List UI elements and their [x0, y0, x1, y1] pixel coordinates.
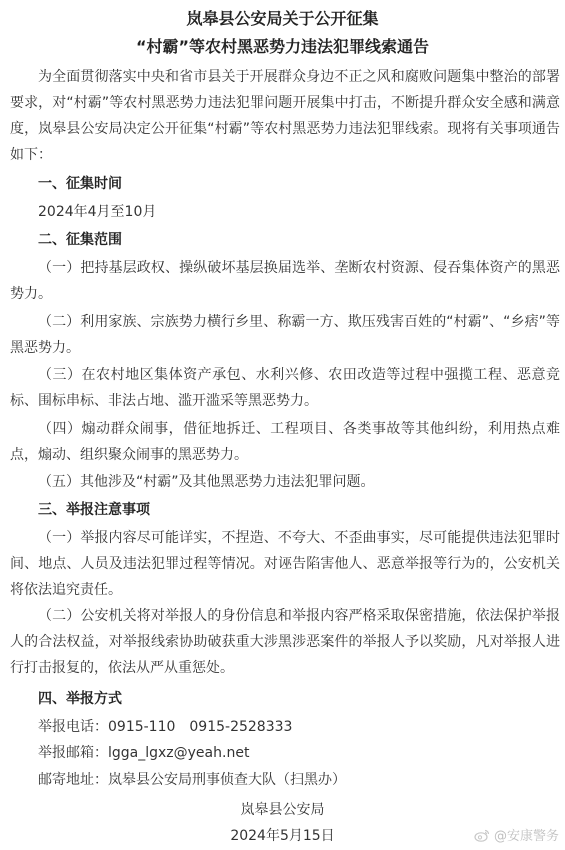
- section-2-item-2: （二）利用家族、宗族势力横行乡里、称霸一方、欺压残害百姓的“村霸”、“乡痞”等黑恶势力。: [10, 314, 560, 356]
- signature-org: 岚皋县公安局: [240, 802, 325, 818]
- title-line-2: “村霸”等农村黑恶势力违法犯罪线索通告: [135, 37, 430, 56]
- section-2-item-5: （五）其他涉及“村霸”及其他黑恶势力违法犯罪问题。: [38, 474, 375, 490]
- intro-paragraph: 为全面贯彻落实中央和省市县关于开展群众身边不正之风和腐败问题集中整治的部署要求，对“村霸”等农村黑恶势力违法犯罪问题开展集中打击，不断提升群众安全感和满意度，岚皋县公安局决定公开征集“村霸”等农村黑恶势力违法犯罪线索。现将有关事项通告如下：: [10, 69, 560, 163]
- section-1-content: 2024年4月至10月: [38, 204, 157, 220]
- section-2-item-3: （三）在农村地区集体资产承包、水利兴修、农田改造等过程中强揽工程、恶意竞标、围标串标、非法占地、滥开滥采等黑恶势力。: [10, 367, 560, 409]
- section-3-heading: 三、举报注意事项: [38, 502, 150, 518]
- title-line-1: 岚皋县公安局关于公开征集: [186, 9, 379, 28]
- section-1-heading: 一、征集时间: [38, 176, 122, 192]
- section-2-item-1: （一）把持基层政权、操纵破坏基层换届选举、垄断农村资源、侵吞集体资产的黑恶势力。: [10, 260, 560, 302]
- report-phone: 举报电话：0915-110 0915-2528333: [38, 719, 293, 735]
- section-2-item-4: （四）煽动群众闹事，借征地拆迁、工程项目、各类事故等其他纠纷，利用热点难点，煽动、组织聚众闹事的黑恶势力。: [10, 421, 560, 463]
- weibo-icon: [474, 828, 490, 842]
- section-4-heading: 四、举报方式: [38, 691, 122, 707]
- signature-date: 2024年5月15日: [230, 828, 335, 844]
- weibo-watermark: [474, 825, 559, 844]
- section-3-item-2: （二）公安机关将对举报人的身份信息和举报内容严格采取保密措施，依法保护举报人的合法权益，对举报线索协助破获重大涉黑涉恶案件的举报人予以奖励，凡对举报人进行打击报复的，依法从严从重惩处。: [10, 608, 560, 676]
- section-2-heading: 二、征集范围: [38, 232, 122, 248]
- watermark-text: @安康警务: [493, 829, 559, 844]
- section-3-item-1: （一）举报内容尽可能详实，不捏造、不夸大、不歪曲事实，尽可能提供违法犯罪时间、地点、人员及违法犯罪过程等情况。对诬告陷害他人、恶意举报等行为的，公安机关将依法追究责任。: [10, 530, 560, 598]
- report-mail-address: 邮寄地址：岚皋县公安局刑事侦查大队（扫黑办）: [38, 772, 346, 788]
- report-email: 举报邮箱：lgga_lgxz@yeah.net: [38, 745, 250, 761]
